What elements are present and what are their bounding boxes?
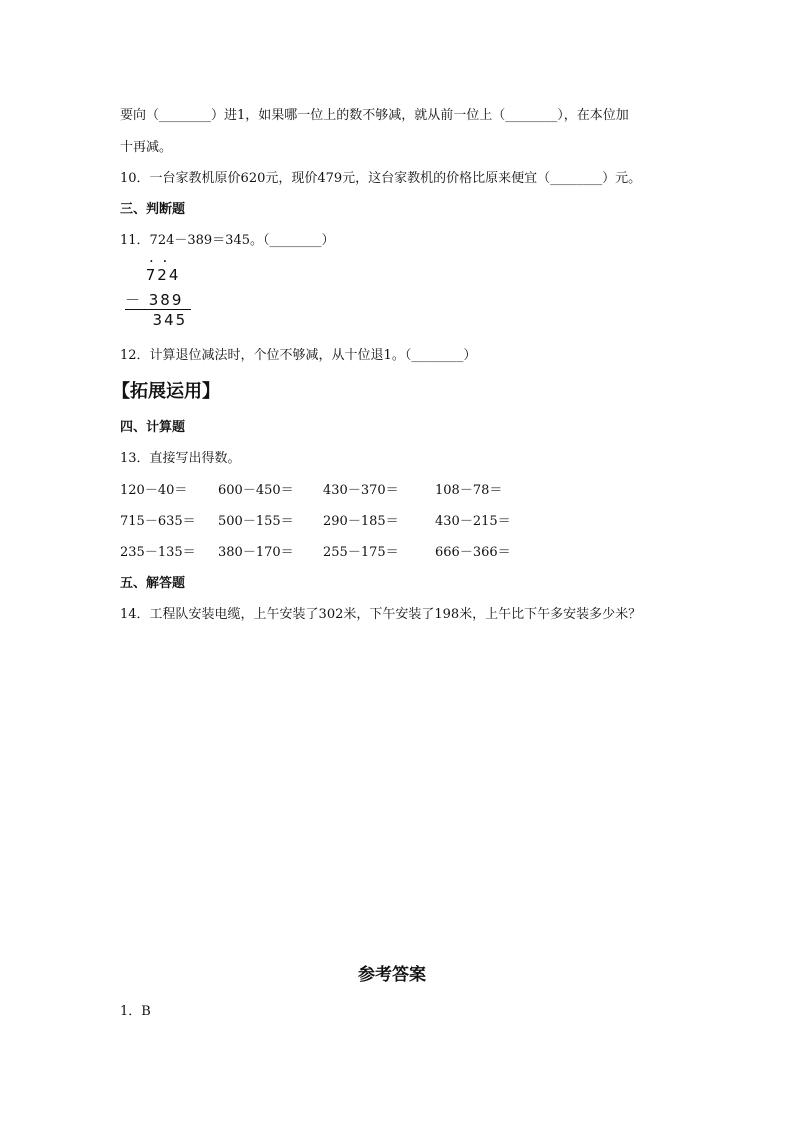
text-line: 要向（________）进1，如果哪一位上的数不够减，就从前一位上（________），在本位加 bbox=[120, 108, 629, 123]
question-12: 12．计算退位减法时，个位不够减，从十位退1。（________） bbox=[120, 348, 477, 363]
heading-extension: 【拓展运用】 bbox=[112, 381, 220, 402]
calc-item: 430－215＝ bbox=[435, 514, 511, 529]
answer-title: 参考答案 bbox=[358, 965, 426, 985]
question-11: 11．724－389＝345。（________） bbox=[120, 233, 335, 248]
borrow-dots: . . bbox=[149, 248, 170, 266]
question-13: 13．直接写出得数。 bbox=[120, 451, 241, 466]
calc-item: 715－635＝ bbox=[120, 514, 196, 529]
section-heading: 五、解答题 bbox=[120, 576, 186, 591]
answer-1: 1．B bbox=[120, 1004, 151, 1019]
calc-item: 235－135＝ bbox=[120, 545, 196, 560]
result: 345 bbox=[139, 311, 188, 329]
text-line: 十再减。 bbox=[120, 140, 173, 155]
subtrahend: － 389 bbox=[125, 291, 184, 309]
calc-item: 500－155＝ bbox=[218, 514, 294, 529]
calc-item: 380－170＝ bbox=[218, 545, 294, 560]
section-heading: 四、计算题 bbox=[120, 420, 186, 435]
minuend: 724 bbox=[139, 266, 181, 284]
question-14: 14．工程队安装电缆，上午安装了302米，下午安装了198米，上午比下午多安装多少米？ bbox=[120, 607, 642, 622]
calc-item: 290－185＝ bbox=[323, 514, 399, 529]
calc-item: 430－370＝ bbox=[323, 483, 399, 498]
calc-item: 108－78＝ bbox=[435, 483, 503, 498]
calc-item: 120－40＝ bbox=[120, 483, 188, 498]
calc-item: 255－175＝ bbox=[323, 545, 399, 560]
section-heading: 三、判断题 bbox=[120, 202, 186, 217]
question-10: 10．一台家教机原价620元，现价479元，这台家教机的价格比原来便宜（________）元。 bbox=[120, 171, 642, 186]
divider bbox=[125, 309, 191, 310]
calc-item: 600－450＝ bbox=[218, 483, 294, 498]
calc-item: 666－366＝ bbox=[435, 545, 511, 560]
